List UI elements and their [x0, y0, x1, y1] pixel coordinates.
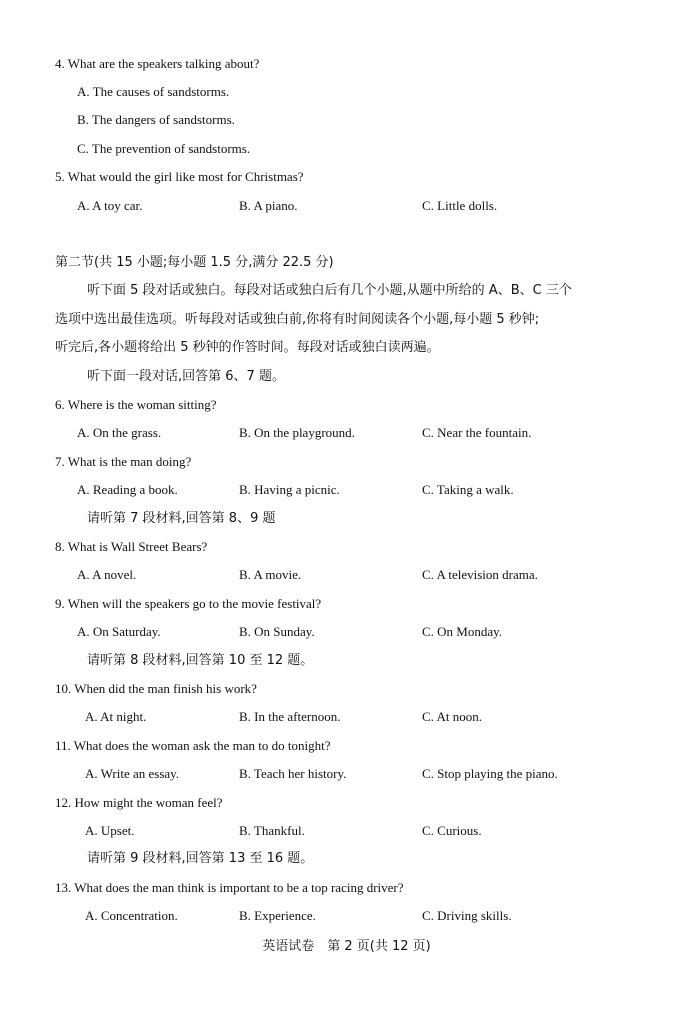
question-10-stem: 10. When did the man finish his work?: [55, 681, 257, 696]
question-4-option-c: C. The prevention of sandstorms.: [77, 141, 251, 156]
question-11-option-c: C. Stop playing the piano.: [422, 766, 558, 781]
dialog-7-instruction: 请听第 7 段材料,回答第 8、9 题: [87, 511, 276, 526]
question-10-option-a: A. At night.: [85, 709, 147, 724]
question-7-option-b: B. Having a picnic.: [239, 482, 340, 497]
question-11-option-b: B. Teach her history.: [239, 766, 347, 781]
question-7-option-c: C. Taking a walk.: [422, 482, 514, 497]
question-12-option-a: A. Upset.: [85, 823, 135, 838]
question-9-stem: 9. When will the speakers go to the movie festival?: [55, 596, 322, 611]
question-11-option-a: A. Write an essay.: [85, 766, 180, 781]
question-9-option-b: B. On Sunday.: [239, 624, 315, 639]
question-10-option-c: C. At noon.: [422, 709, 482, 724]
question-5-option-b: B. A piano.: [239, 198, 298, 213]
question-6-stem: 6. Where is the woman sitting?: [55, 397, 217, 412]
section-2-instruction-line-1: 听下面 5 段对话或独白。每段对话或独白后有几个小题,从题中所给的 A、B、C 三个: [87, 283, 572, 298]
question-13-option-b: B. Experience.: [239, 908, 316, 923]
question-12-option-c: C. Curious.: [422, 823, 482, 838]
question-4-option-a: A. The causes of sandstorms.: [77, 84, 230, 99]
question-8-option-a: A. A novel.: [77, 567, 137, 582]
question-5-stem: 5. What would the girl like most for Christmas?: [55, 169, 304, 184]
question-10-option-b: B. In the afternoon.: [239, 709, 341, 724]
question-8-stem: 8. What is Wall Street Bears?: [55, 539, 208, 554]
section-2-instruction-line-3: 听完后,各小题将给出 5 秒钟的作答时间。每段对话或独白读两遍。: [55, 340, 440, 355]
question-13-option-c: C. Driving skills.: [422, 908, 512, 923]
dialog-9-instruction: 请听第 9 段材料,回答第 13 至 16 题。: [87, 851, 314, 866]
question-7-stem: 7. What is the man doing?: [55, 454, 192, 469]
question-12-option-b: B. Thankful.: [239, 823, 305, 838]
section-2-instruction-line-2: 选项中选出最佳选项。听每段对话或独白前,你将有时间阅读各个小题,每小题 5 秒钟;: [55, 312, 540, 327]
question-4-stem: 4. What are the speakers talking about?: [55, 56, 260, 71]
question-5-option-a: A. A toy car.: [77, 198, 143, 213]
question-5-option-c: C. Little dolls.: [422, 198, 498, 213]
dialog-8-instruction: 请听第 8 段材料,回答第 10 至 12 题。: [87, 653, 314, 668]
question-9-option-c: C. On Monday.: [422, 624, 503, 639]
question-6-option-a: A. On the grass.: [77, 425, 162, 440]
question-6-option-b: B. On the playground.: [239, 425, 355, 440]
section-2-header: 第二节(共 15 小题;每小题 1.5 分,满分 22.5 分): [55, 255, 334, 270]
question-13-stem: 13. What does the man think is important to be a top racing driver?: [55, 880, 404, 895]
question-13-option-a: A. Concentration.: [85, 908, 178, 923]
question-8-option-b: B. A movie.: [239, 567, 302, 582]
question-4-option-b: B. The dangers of sandstorms.: [77, 112, 235, 127]
question-9-option-a: A. On Saturday.: [77, 624, 161, 639]
question-7-option-a: A. Reading a book.: [77, 482, 178, 497]
question-12-stem: 12. How might the woman feel?: [55, 795, 223, 810]
question-8-option-c: C. A television drama.: [422, 567, 538, 582]
page-footer: 英语试卷 第 2 页(共 12 页): [262, 939, 431, 954]
dialog-6-instruction: 听下面一段对话,回答第 6、7 题。: [87, 369, 285, 384]
question-11-stem: 11. What does the woman ask the man to do tonight?: [55, 738, 331, 753]
question-6-option-c: C. Near the fountain.: [422, 425, 532, 440]
